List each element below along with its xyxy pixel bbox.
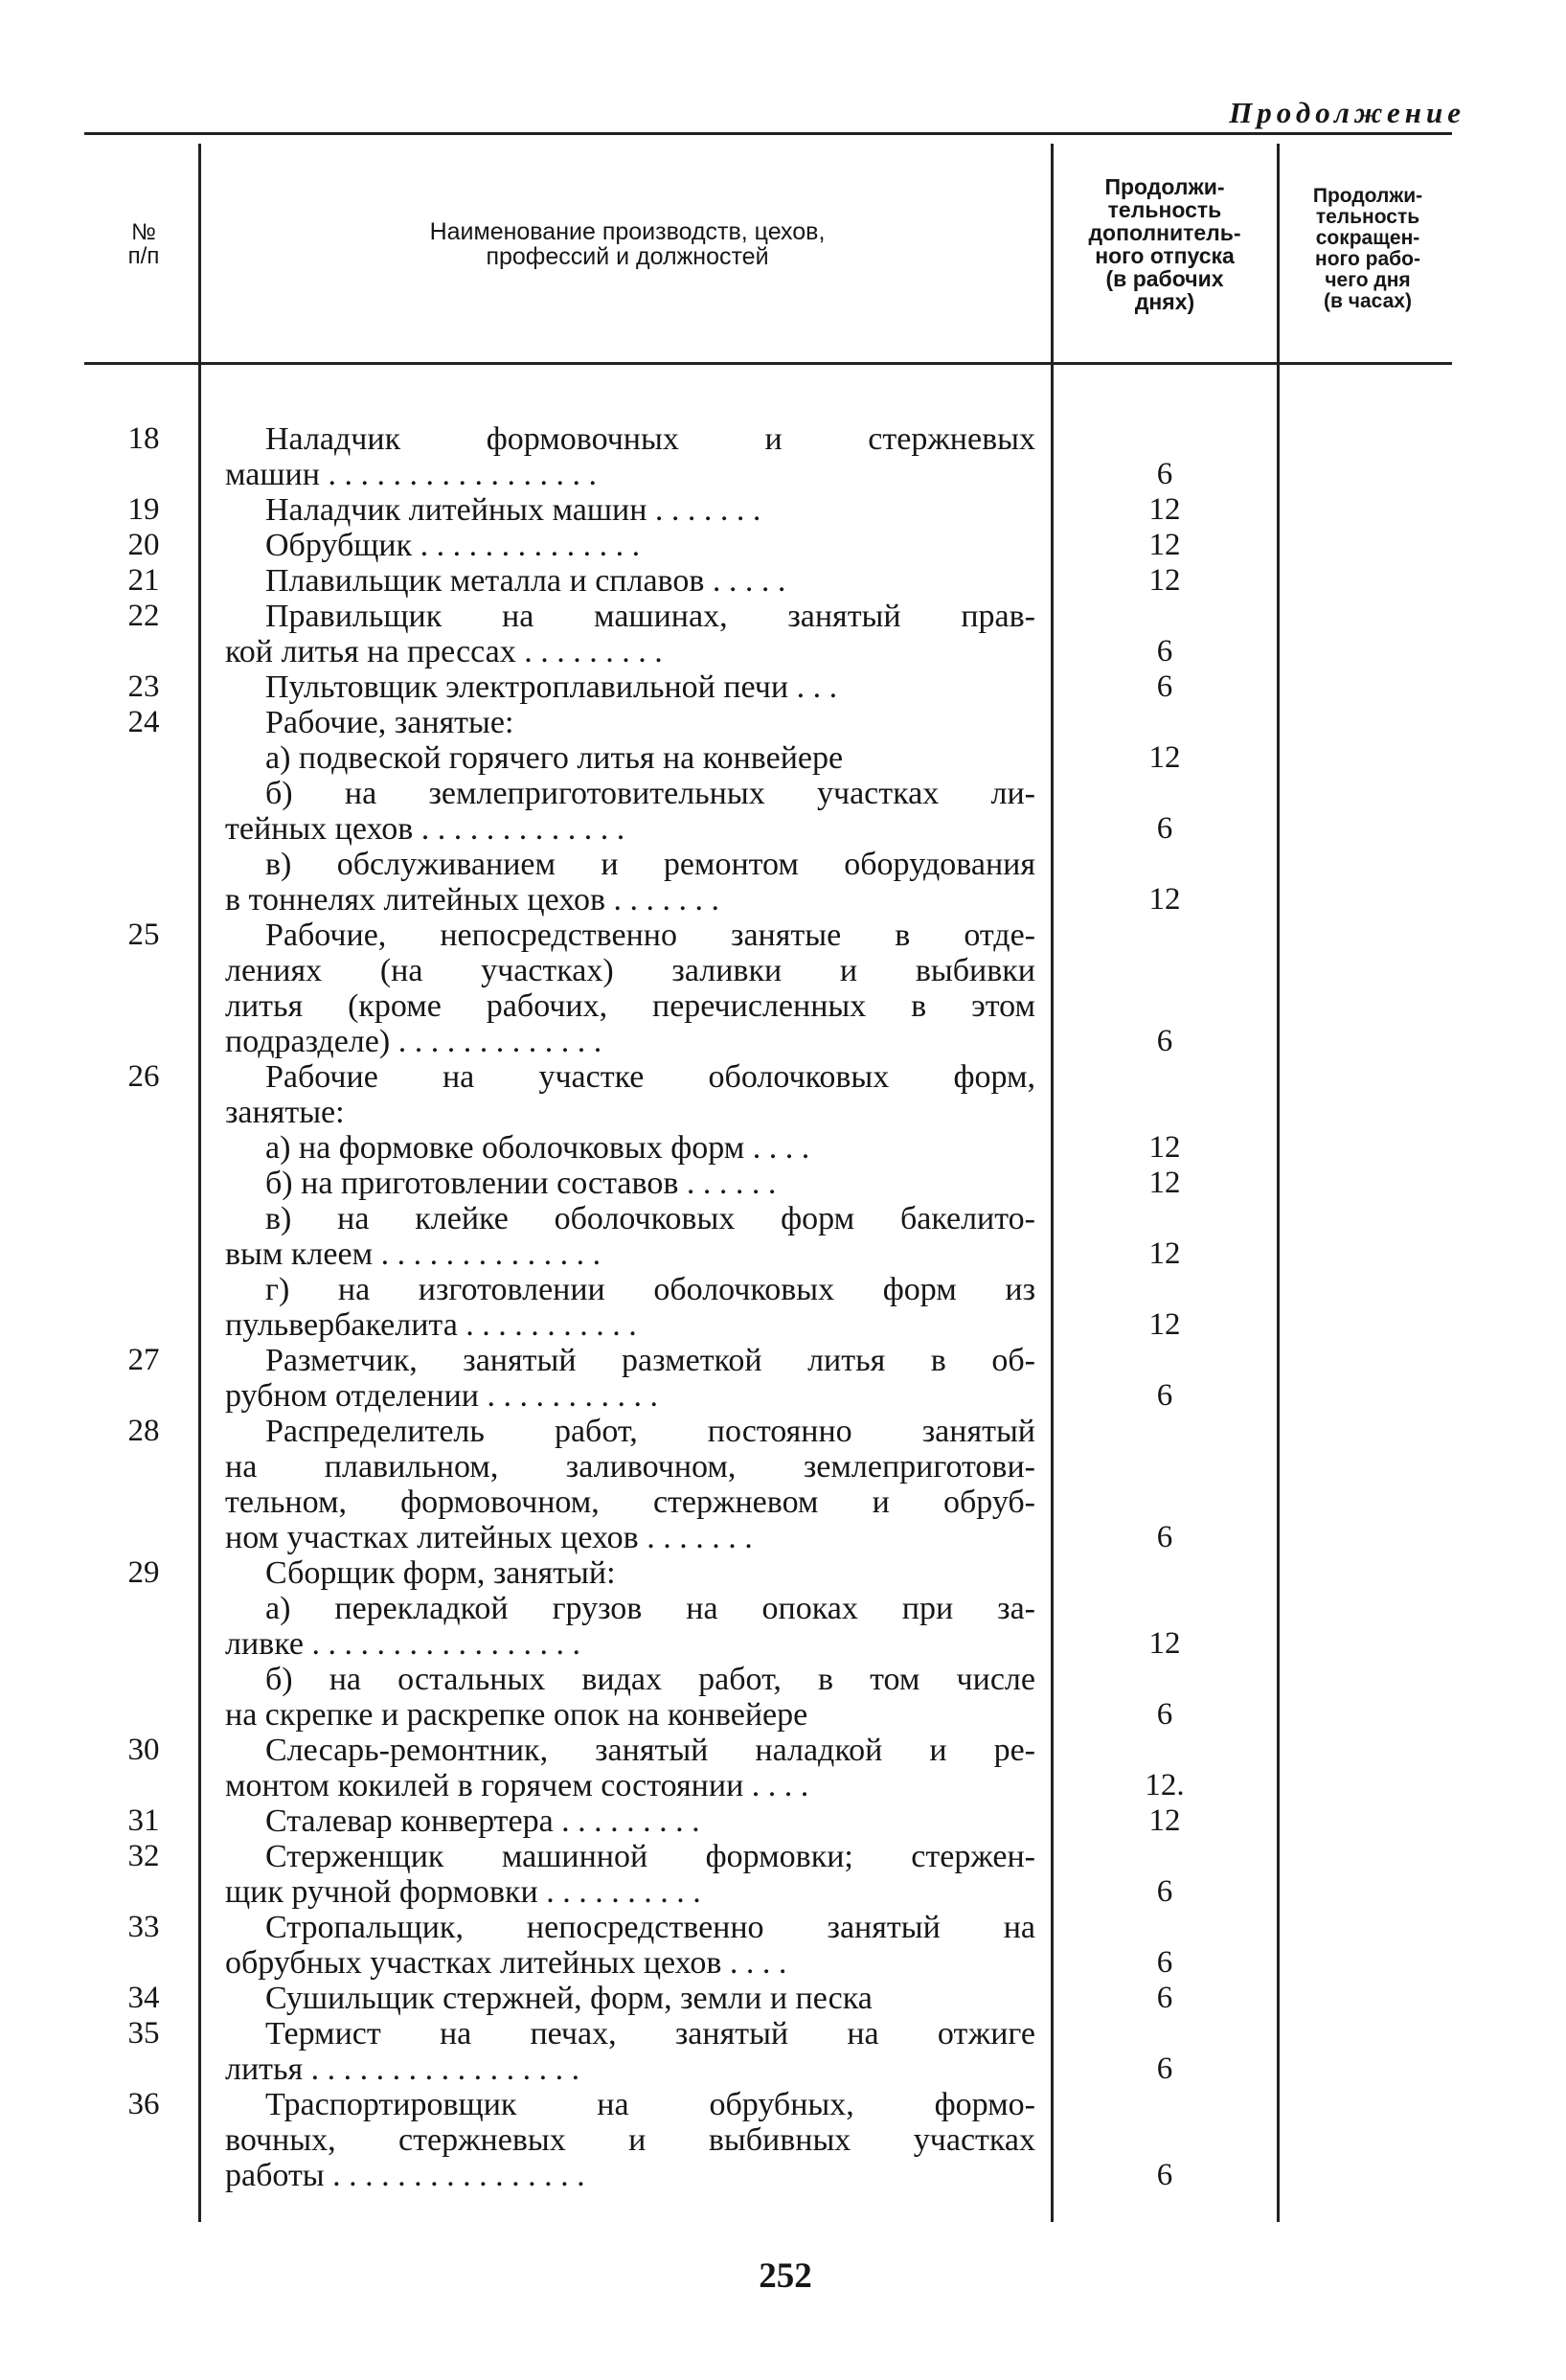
row-number: 29 [127, 1555, 160, 1590]
row-vacation-days: 6 [1156, 457, 1173, 491]
row-name-line: в тоннелях литейных цехов . . . . . . . [225, 882, 719, 918]
row-name [225, 2087, 1035, 2193]
row-name [225, 1662, 1035, 1733]
row-name-line: литья . . . . . . . . . . . . . . . . . [225, 2051, 580, 2087]
row-vacation-days: 12 [1148, 492, 1181, 527]
row-name-line: Распределитель работ, постоянно занятый [265, 1414, 1035, 1449]
row-number: 27 [127, 1343, 160, 1377]
row-name [225, 1201, 1035, 1272]
row-number: 25 [127, 918, 160, 952]
row-name-line: а) на формовке оболочковых форм . . . . [265, 1130, 810, 1166]
row-number: 30 [127, 1733, 160, 1767]
row-name-line: Рабочие, непосредственно занятые в отде- [265, 918, 1035, 953]
row-name-line: Наладчик формовочных и стержневых [265, 421, 1035, 457]
row-number: 18 [127, 421, 160, 456]
row-number: 32 [127, 1839, 160, 1873]
row-name [225, 1166, 1035, 1201]
row-name-line: щик ручной формовки . . . . . . . . . . [225, 1874, 701, 1910]
row-vacation-days: 12 [1148, 1803, 1181, 1838]
row-name [225, 492, 1035, 528]
header-name: Наименование производств, цехов, профессий и должностей [429, 217, 826, 270]
row-name [225, 421, 1035, 492]
row-name-line: Пультовщик электроплавильной печи . . . [265, 669, 838, 705]
row-number: 20 [127, 528, 160, 562]
row-number: 35 [127, 2016, 160, 2051]
row-name-line: Сушильщик стержней, форм, земли и песка [265, 1981, 873, 2016]
row-vacation-days: 6 [1156, 1378, 1173, 1413]
row-name-line: Правильщик на машинах, занятый прав- [265, 599, 1035, 634]
row-name-line: Сборщик форм, занятый: [265, 1555, 616, 1591]
row-vacation-days: 12 [1148, 528, 1181, 562]
row-name-line: кой литья на прессах . . . . . . . . . [225, 634, 663, 669]
row-vacation-days: 6 [1156, 811, 1173, 846]
row-vacation-days: 6 [1156, 669, 1173, 704]
continuation-label: Продолжение [1229, 96, 1465, 129]
row-name-line: б) на землеприготовительных участках ли- [265, 776, 1035, 811]
row-name [225, 776, 1035, 847]
row-name-line: Сталевар конвертера . . . . . . . . . [265, 1803, 700, 1839]
row-vacation-days: 12 [1148, 1130, 1181, 1165]
row-name-line: вым клеем . . . . . . . . . . . . . . [225, 1236, 601, 1272]
row-name [225, 1130, 1035, 1166]
row-vacation-days: 6 [1156, 2051, 1173, 2086]
row-name-line: Траспортировщик на обрубных, формо- [265, 2087, 1035, 2122]
row-number: 24 [127, 705, 160, 739]
row-number: 19 [127, 492, 160, 527]
row-name-line: Стерженщик машинной формовки; стержен- [265, 1839, 1035, 1874]
row-name-line: монтом кокилей в горячем состоянии . . . . [225, 1768, 809, 1803]
row-name [225, 705, 1035, 740]
row-name [225, 918, 1035, 1059]
row-name [225, 1803, 1035, 1839]
row-name [225, 847, 1035, 918]
row-name [225, 1839, 1035, 1910]
row-vacation-days: 6 [1156, 2158, 1173, 2192]
row-name [225, 1343, 1035, 1414]
row-name [225, 2016, 1035, 2087]
row-name-line: в) обслуживанием и ремонтом оборудования [265, 847, 1035, 882]
row-name-line: Плавильщик металла и сплавов . . . . . [265, 563, 786, 599]
row-name-line: ном участках литейных цехов . . . . . . . [225, 1520, 753, 1555]
row-vacation-days: 12 [1148, 1166, 1181, 1200]
header-vacation-days: Продолжи- тельность дополнитель- ного отпуска (в рабочих днях) [1088, 173, 1241, 315]
row-number: 23 [127, 669, 160, 704]
row-name [225, 528, 1035, 563]
row-name-line: литья (кроме рабочих, перечисленных в этом [225, 988, 1035, 1024]
row-number: 26 [127, 1059, 160, 1094]
row-name-line: работы . . . . . . . . . . . . . . . . [225, 2158, 585, 2193]
row-name-line: в) на клейке оболочковых форм бакелито- [265, 1201, 1035, 1236]
row-name-line: а) перекладкой грузов на опоках при за- [265, 1591, 1035, 1626]
row-vacation-days: 12 [1148, 563, 1181, 598]
row-name-line: машин . . . . . . . . . . . . . . . . . [225, 457, 597, 492]
row-name [225, 1059, 1035, 1130]
row-name [225, 1272, 1035, 1343]
page-number: 252 [759, 2256, 812, 2296]
row-vacation-days: 12 [1148, 1236, 1181, 1271]
row-name [225, 1555, 1035, 1591]
row-number: 21 [127, 563, 160, 598]
row-name-line: Рабочие, занятые: [265, 705, 514, 740]
row-name-line: а) подвеской горячего литья на конвейере [265, 740, 844, 776]
header-bottom-rule [84, 362, 1452, 365]
row-name-line: обрубных участках литейных цехов . . . . [225, 1945, 787, 1981]
row-name [225, 1981, 1035, 2016]
row-vacation-days: 6 [1156, 1520, 1173, 1554]
row-vacation-days: 6 [1156, 1981, 1173, 2015]
row-number: 34 [127, 1981, 160, 2015]
row-name [225, 563, 1035, 599]
row-name-line: занятые: [225, 1095, 345, 1130]
row-name [225, 740, 1035, 776]
row-name-line: на плавильном, заливочном, землеприготови- [225, 1449, 1035, 1485]
row-name-line: лениях (на участках) заливки и выбивки [225, 953, 1035, 988]
row-name-line: Наладчик литейных машин . . . . . . . [265, 492, 761, 528]
row-name-line: на скрепке и раскрепке опок на конвейере [225, 1697, 808, 1733]
row-name [225, 1591, 1035, 1662]
row-number: 22 [127, 599, 160, 633]
row-name-line: Рабочие на участке оболочковых форм, [265, 1059, 1035, 1095]
header-shortened-day: Продолжи- тельность сокращен- ного рабо- чего дня (в часах) [1312, 184, 1423, 313]
row-name-line: ливке . . . . . . . . . . . . . . . . . [225, 1626, 580, 1662]
row-name-line: Разметчик, занятый разметкой литья в об- [265, 1343, 1035, 1378]
header-number: № п/п [127, 218, 160, 269]
row-number: 33 [127, 1910, 160, 1944]
row-vacation-days: 12 [1148, 1626, 1181, 1661]
row-name-line: вочных, стержневых и выбивных участках [225, 2122, 1035, 2158]
column-divider-3 [1277, 144, 1280, 2222]
row-name [225, 1414, 1035, 1555]
row-name-line: подразделе) . . . . . . . . . . . . . [225, 1024, 602, 1059]
row-name-line: Стропальщик, непосредственно занятый на [265, 1910, 1035, 1945]
row-name-line: тейных цехов . . . . . . . . . . . . . [225, 811, 625, 847]
row-name-line: тельном, формовочном, стержневом и обруб- [225, 1485, 1035, 1520]
row-name [225, 669, 1035, 705]
row-number: 31 [127, 1803, 160, 1838]
row-name-line: Обрубщик . . . . . . . . . . . . . . [265, 528, 641, 563]
row-vacation-days: 6 [1156, 1697, 1173, 1732]
row-name [225, 1733, 1035, 1803]
row-name-line: Слесарь-ремонтник, занятый наладкой и ре- [265, 1733, 1035, 1768]
column-divider-1 [198, 144, 201, 2222]
column-divider-2 [1051, 144, 1054, 2222]
row-name-line: рубном отделении . . . . . . . . . . . [225, 1378, 658, 1414]
row-name-line: Термист на печах, занятый на отжиге [265, 2016, 1035, 2051]
row-vacation-days: 6 [1156, 1945, 1173, 1980]
row-number: 28 [127, 1414, 160, 1448]
row-vacation-days: 6 [1156, 1874, 1173, 1909]
row-name [225, 1910, 1035, 1981]
row-vacation-days: 12 [1148, 740, 1181, 775]
row-name-line: б) на остальных видах работ, в том числе [265, 1662, 1035, 1697]
row-vacation-days: 12. [1145, 1768, 1185, 1802]
row-vacation-days: 6 [1156, 1024, 1173, 1058]
row-vacation-days: 12 [1148, 882, 1181, 917]
row-name-line: б) на приготовлении составов . . . . . . [265, 1166, 777, 1201]
row-number: 36 [127, 2087, 160, 2121]
row-name-line: пульвербакелита . . . . . . . . . . . [225, 1307, 637, 1343]
row-vacation-days: 6 [1156, 634, 1173, 669]
row-name [225, 599, 1035, 669]
row-vacation-days: 12 [1148, 1307, 1181, 1342]
row-name-line: г) на изготовлении оболочковых форм из [265, 1272, 1035, 1307]
